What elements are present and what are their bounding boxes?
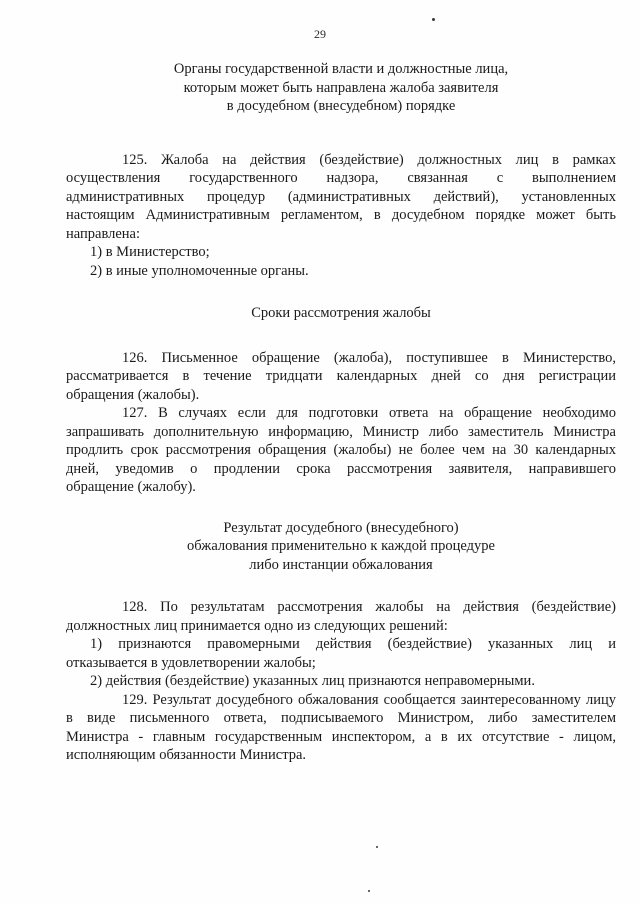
paragraph-line: 126. Письменное обращение (жалоба), поступившее в Министерство, [122, 349, 616, 366]
section-heading-complaint-bodies [66, 60, 616, 116]
decision-item-1 [66, 635, 616, 672]
paragraph-line: административных процедур (административных действий), установленных [66, 188, 616, 205]
paragraph-line: рассматривается в течение тридцати календарных дней со дня регистрации [66, 368, 616, 384]
paragraph-line: должностных лиц принимается одно из следующих решений: [66, 617, 448, 634]
paragraph-line: отказывается в удовлетворении жалобы; [66, 654, 316, 671]
paragraph-line: осуществления государственного надзора, связанная с выполнением [66, 170, 616, 186]
paragraph-line: 1) признаются правомерными действия (бездействие) указанных лиц и [90, 636, 616, 652]
paragraph-line: 128. По результатам рассмотрения жалобы на действия (бездействие) [122, 599, 616, 615]
heading-line: либо инстанции обжалования [249, 556, 433, 573]
paragraph-129 [66, 691, 616, 765]
heading-line: обжалования применительно к каждой процедуре [187, 538, 495, 554]
heading-line: Результат досудебного (внесудебного) [223, 519, 459, 536]
document-body [66, 60, 616, 765]
section-heading-appeal-result [66, 519, 616, 575]
paragraph-line: обращения (жалобы). [66, 386, 200, 403]
paragraph-line: 125. Жалоба на действия (бездействие) должностных лиц в рамках [122, 151, 616, 168]
paragraph-line: 129. Результат досудебного обжалования сообщается заинтересованному лицу [122, 691, 616, 708]
heading-line: Сроки рассмотрения жалобы [251, 305, 431, 321]
paragraph-128 [66, 598, 616, 635]
scan-speck [368, 890, 370, 892]
paragraph-line: 127. В случаях если для подготовки ответа на обращение необходимо [122, 405, 616, 421]
paragraph-line: исполняющим обязанности Министра. [66, 747, 307, 763]
page-number: 29 [314, 27, 326, 41]
section-heading-review-terms [66, 304, 616, 323]
scan-speck [432, 18, 435, 21]
heading-line: в досудебном (внесудебном) порядке [226, 98, 456, 114]
list-item: 2) в иные уполномоченные органы. [90, 262, 309, 279]
paragraph-line: дней, уведомив о продлении срока рассмотрения заявителя, направившего [66, 460, 616, 477]
paragraph-127 [66, 404, 616, 497]
paragraph-126 [66, 349, 616, 405]
decision-item-2: 2) действия (бездействие) указанных лиц признаются неправомерными. [90, 673, 535, 689]
heading-line: Органы государственной власти и должностные лица, [173, 61, 509, 77]
paragraph-line: обращение (жалобу). [66, 479, 196, 495]
list-item: 1) в Министерство; [90, 244, 210, 260]
paragraph-line: продлить срок рассмотрения обращения (жалобы) не более чем на 30 календарных [66, 442, 616, 458]
paragraph-line: запрашивать дополнительную информацию, Министр либо заместитель Министра [66, 423, 616, 440]
paragraph-125 [66, 151, 616, 244]
scan-speck [376, 846, 378, 848]
heading-line: которым может быть направлена жалоба заявителя [183, 79, 499, 96]
paragraph-line: направлена: [66, 225, 141, 242]
paragraph-line: Министра - главным государственным инспектором, а в их отсутствие - лицом, [66, 728, 616, 745]
paragraph-line: настоящим Административным регламентом, в досудебном порядке может быть [66, 207, 616, 223]
paragraph-line: в виде письменного ответа, подписываемого Министром, либо заместителем [66, 710, 616, 726]
